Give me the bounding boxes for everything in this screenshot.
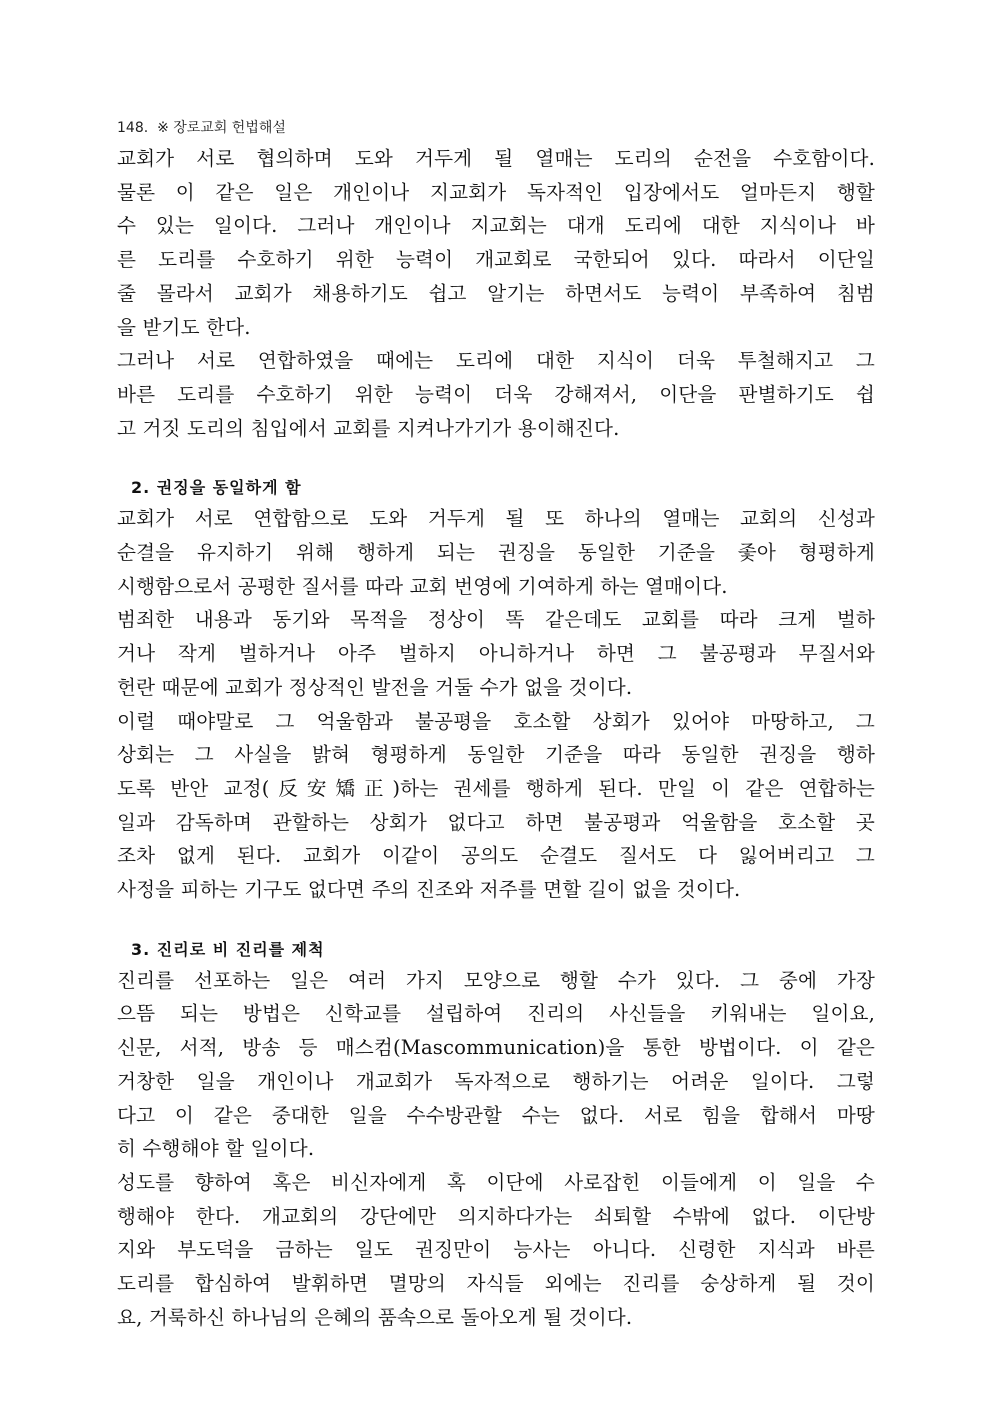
text-line: 을 받기도 한다. (117, 315, 251, 339)
text-line: 바른 도리를 수호하기 위한 능력이 더욱 강해져서, 이단을 판별하기도 쉽 (117, 382, 875, 406)
text-line: 도리를 합심하여 발휘하면 멸망의 자식들 외에는 진리를 숭상하게 될 것이 (117, 1272, 875, 1296)
section-spacer (117, 445, 875, 476)
text-line: 고 거짓 도리의 침입에서 교회를 지켜나가기가 용이해진다. (117, 416, 620, 440)
text-line: 진리를 선포하는 일은 여러 가지 모양으로 행할 수가 있다. 그 중에 가장 (117, 968, 875, 992)
document-page (117, 116, 875, 1335)
running-header (117, 116, 875, 142)
text-line: 도록 반안 교정(反安矯正)하는 권세를 행하게 된다. 만일 이 같은 연합하는 (117, 776, 875, 800)
page-number: 148. (117, 120, 149, 136)
text-line: 성도를 향하여 혹은 비신자에게 혹 이단에 사로잡힌 이들에게 이 일을 수 (117, 1170, 875, 1194)
book-title: ※ 장로교회 헌법해설 (157, 120, 286, 136)
text-line: 시행함으로서 공평한 질서를 따라 교회 번영에 기여하게 하는 열매이다. (117, 574, 728, 598)
body-paragraph (117, 344, 875, 445)
body-paragraph (117, 142, 875, 344)
body-paragraph (117, 705, 875, 907)
text-line: 상회는 그 사실을 밝혀 형평하게 동일한 기준을 따라 동일한 권징을 행하 (117, 743, 876, 767)
text-line: 지와 부도덕을 금하는 일도 권징만이 능사는 아니다. 신령한 지식과 바른 (117, 1238, 875, 1262)
text-line: 일과 감독하며 관할하는 상회가 없다고 하면 불공평과 억울함을 호소할 곳 (117, 810, 875, 834)
text-line: 교회가 서로 연합함으로 도와 거두게 될 또 하나의 열매는 교회의 신성과 (117, 507, 875, 531)
body-paragraph (117, 603, 875, 704)
section-heading: 2. 권징을 동일하게 함 (131, 478, 302, 498)
text-line: 범죄한 내용과 동기와 목적을 정상이 똑 같은데도 교회를 따라 크게 벌하 (117, 608, 876, 632)
text-line: 그러나 서로 연합하였을 때에는 도리에 대한 지식이 더욱 투철해지고 그 (117, 349, 875, 373)
body-paragraph (117, 964, 875, 1166)
text-line: 수 있는 일이다. 그러나 개인이나 지교회는 대개 도리에 대한 지식이나 바 (117, 214, 875, 238)
text-line: 물론 이 같은 일은 개인이나 지교회가 독자적인 입장에서도 얼마든지 행할 (117, 180, 875, 204)
document-body (117, 142, 875, 1335)
text-line: 히 수행해야 할 일이다. (117, 1137, 315, 1161)
text-line: 요, 거룩하신 하나님의 은혜의 품속으로 돌아오게 될 것이다. (117, 1305, 633, 1329)
text-line: 헌란 때문에 교회가 정상적인 발전을 거둘 수가 없을 것이다. (117, 675, 633, 699)
section-spacer (117, 907, 875, 938)
text-line: 거창한 일을 개인이나 개교회가 독자적으로 행하기는 어려운 일이다. 그렇 (117, 1069, 875, 1093)
text-line: 신문, 서적, 방송 등 매스컴(Mascommunication)을 통한 방법이다. 이 같은 (117, 1036, 875, 1060)
text-line: 이럴 때야말로 그 억울함과 불공평을 호소할 상회가 있어야 마땅하고, 그 (117, 709, 875, 733)
body-paragraph (117, 502, 875, 603)
text-line: 거나 작게 벌하거나 아주 벌하지 아니하거나 하면 그 불공평과 무질서와 (117, 642, 875, 666)
text-line: 사정을 피하는 기구도 없다면 주의 진조와 저주를 면할 길이 없을 것이다. (117, 878, 741, 902)
text-line: 교회가 서로 협의하며 도와 거두게 될 열매는 도리의 순전을 수호함이다. (117, 147, 875, 170)
text-line: 순결을 유지하기 위해 행하게 되는 권징을 동일한 기준을 좇아 형평하게 (117, 541, 875, 565)
text-line: 다고 이 같은 중대한 일을 수수방관할 수는 없다. 서로 힘을 합해서 마땅 (117, 1103, 875, 1127)
text-line: 행해야 한다. 개교회의 강단에만 의지하다가는 쇠퇴할 수밖에 없다. 이단방 (117, 1204, 875, 1228)
section-heading: 3. 진리로 비 진리를 제척 (131, 939, 325, 959)
text-line: 으뜸 되는 방법은 신학교를 설립하여 진리의 사신들을 키워내는 일이요, (117, 1002, 875, 1026)
text-line: 줄 몰라서 교회가 채용하기도 쉽고 알기는 하면서도 능력이 부족하여 침범 (117, 281, 875, 305)
text-line: 조차 없게 된다. 교회가 이같이 공의도 순결도 질서도 다 잃어버리고 그 (117, 844, 875, 868)
body-paragraph (117, 1166, 875, 1335)
text-line: 른 도리를 수호하기 위한 능력이 개교회로 국한되어 있다. 따라서 이단일 (117, 248, 875, 272)
